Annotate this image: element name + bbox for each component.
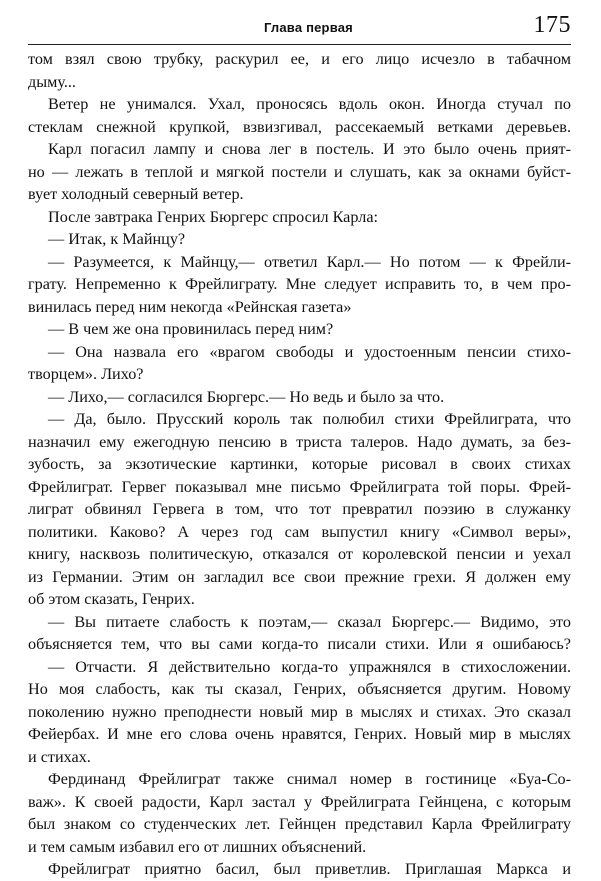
text-line: После завтрака Генрих Бюргерс спросил Карла: (48, 207, 379, 226)
text-line: важ». К своей радости, Карл застал у Фрейлиграта Гейнцена, с которым (28, 792, 571, 811)
text-line: из Германии. Этим он загладил все свои прежние грехи. Я должен ему (28, 567, 571, 586)
page-number: 175 (533, 12, 571, 38)
text-line: — Вы питаете слабость к поэтам,— сказал Бюргерс.— Видимо, это (48, 612, 571, 631)
text-line: дыму... (28, 72, 76, 91)
header-rule (28, 44, 571, 45)
text-line: Но моя слабость, как ты сказал, Генрих, объясняется другим. Новому (28, 680, 571, 698)
text-line: назначил ему ежегодную пенсию в триста талеров. Надо думать, за без- (28, 432, 571, 451)
text-line: лиграт обвинял Гервега в том, что тот превратил поэзию в служанку (28, 500, 571, 518)
text-line: — Разумеется, к Майнцу,— ответил Карл.— Но потом — к Фрейли- (48, 252, 571, 271)
chapter-title: Глава первая (264, 20, 353, 35)
text-line: Карл погасил лампу и снова лег в постель. И это было очень прият- (48, 140, 571, 158)
text-line: стеклам снежной крупкой, взвизгивал, рассекаемый ветками деревьев. (28, 117, 571, 136)
text-line: вует холодный северный ветер. (28, 185, 244, 203)
body-text (28, 48, 571, 881)
text-line: политики. Каково? А через год сам выпустил книгу «Символ веры», (28, 522, 571, 541)
text-line: об этом сказать, Генрих. (28, 590, 195, 608)
text-line: Фрейлиграт приятно басил, был приветлив. Приглашая Маркса и (48, 860, 571, 878)
text-line: — Она назвала его «врагом свободы и удостоенным пенсии стихо- (48, 342, 571, 361)
text-line: грату. Непременно к Фрейлиграту. Мне следует исправить то, в чем про- (28, 275, 571, 293)
text-line: был знаком со студенческих лет. Гейнцен представил Карла Фрейлиграту (28, 815, 571, 833)
text-line: творцем». Лихо? (28, 365, 144, 383)
text-line: — В чем же она провинилась перед ним? (48, 320, 334, 338)
text-line: Фейербах. И мне его слова очень нравятся, Генрих. Новый мир в мыслях (28, 725, 571, 743)
running-head (28, 12, 571, 40)
text-line: но — лежать в теплой и мягкой постели и слушать, как за окнами буйст- (28, 162, 571, 181)
text-line: и стихах. (28, 747, 91, 766)
text-line: объясняется тем, что вы сами когда-то писали стихи. Или я ошибаюсь? (28, 635, 571, 653)
text-line: Фердинанд Фрейлиграт также снимал номер в гостинице «Буа-Со- (48, 770, 571, 788)
text-line: зубость, за экзотические картинки, которые рисовал в своих стихах (28, 455, 571, 473)
text-line: поколению нужно преподнести новый мир в мыслях и стихах. Это сказал (28, 702, 571, 721)
text-line: винилась перед ним некогда «Рейнская газета» (28, 297, 352, 316)
text-line: — Да, было. Прусский король так полюбил стихи Фрейлиграта, что (48, 410, 571, 428)
text-line: — Итак, к Майнцу? (48, 230, 186, 248)
text-line: том взял свою трубку, раскурил ее, и его лицо исчезло в табачном (28, 50, 571, 68)
text-line: Фрейлиграт. Гервег показывал мне письмо Фрейлиграта той поры. Фрей- (28, 477, 571, 496)
text-line: — Отчасти. Я действительно когда-то упражнялся в стихосложении. (48, 657, 571, 676)
text-line: — Лихо,— согласился Бюргерс.— Но ведь и было за что. (48, 387, 445, 406)
text-line: Ветер не унимался. Ухал, проносясь вдоль окон. Иногда стучал по (48, 95, 571, 113)
text-line: книгу, насквозь политическую, отказался от королевской пенсии и уехал (28, 545, 571, 563)
text-line: и тем самым избавил его от лишних объяснений. (28, 837, 367, 856)
